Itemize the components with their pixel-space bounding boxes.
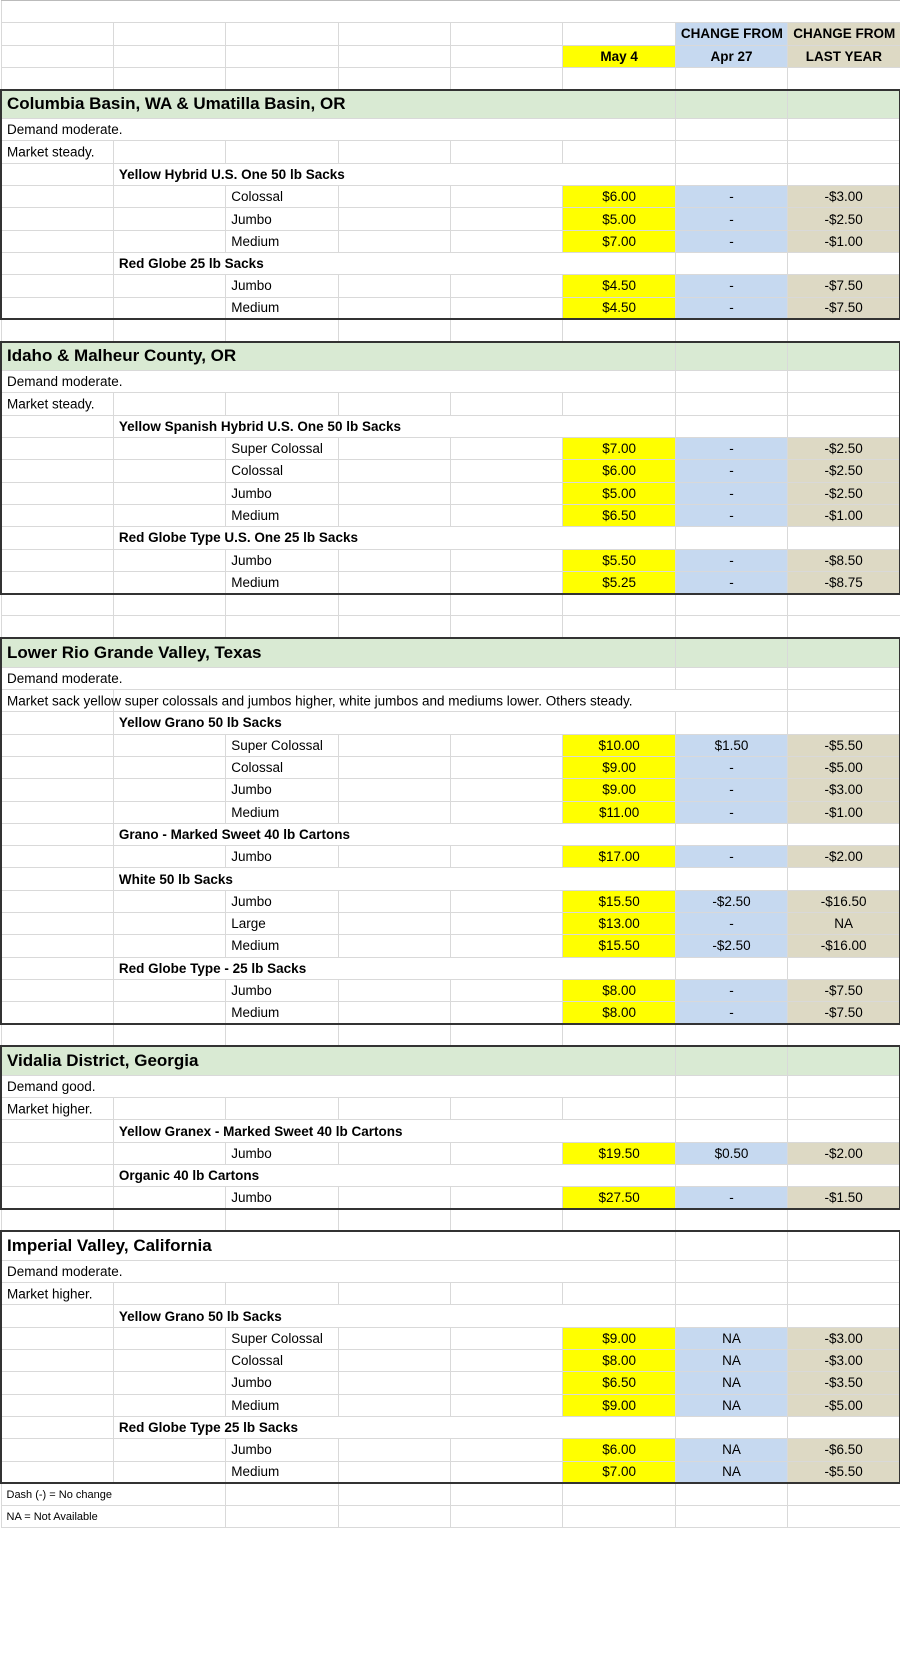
week-change-value: -: [675, 912, 787, 934]
market-text: Market steady.: [7, 144, 95, 160]
size-label: Jumbo: [226, 890, 338, 912]
week-change-value: -: [675, 549, 787, 571]
price-row: [1, 779, 900, 801]
product-group-row: [1, 415, 900, 437]
demand-text: Demand moderate.: [1, 667, 675, 689]
product-group-title: Red Globe Type 25 lb Sacks: [113, 1416, 675, 1438]
price-value: $7.00: [563, 1461, 675, 1483]
week-change-value: -: [675, 460, 787, 482]
size-label: Jumbo: [226, 846, 338, 868]
year-change-value: -$1.00: [788, 504, 900, 526]
size-label: Medium: [226, 1002, 338, 1024]
week-change-value: -: [675, 846, 787, 868]
market-text-cell: [1, 690, 633, 712]
week-change-value: NA: [675, 1439, 787, 1461]
year-change-value: -$3.50: [788, 1372, 900, 1394]
year-change-value: -$6.50: [788, 1439, 900, 1461]
size-label: Jumbo: [226, 549, 338, 571]
price-date-header: May 4: [563, 45, 675, 67]
size-label: Medium: [226, 504, 338, 526]
product-group-row: [1, 1416, 900, 1438]
price-value: $13.00: [563, 912, 675, 934]
year-change-value: -$2.50: [788, 482, 900, 504]
market-text: Market sack yellow super colossals and jumbos higher, white jumbos and mediums lower. Others steady.: [7, 693, 633, 709]
week-change-value: $1.50: [675, 734, 787, 756]
price-value: $19.50: [563, 1142, 675, 1164]
region-header: [1, 90, 900, 119]
size-label: Medium: [226, 571, 338, 593]
size-label: Medium: [226, 1461, 338, 1483]
product-group-title: Red Globe Type U.S. One 25 lb Sacks: [113, 527, 675, 549]
year-change-value: -$2.00: [788, 846, 900, 868]
price-row: [1, 504, 900, 526]
week-change-value: -$2.50: [675, 890, 787, 912]
price-row: [1, 208, 900, 230]
blank-row: [1, 594, 900, 616]
market-row: [1, 690, 900, 712]
price-row: [1, 297, 900, 319]
price-row: [1, 1350, 900, 1372]
price-value: $9.00: [563, 1394, 675, 1416]
size-label: Medium: [226, 935, 338, 957]
size-label: Super Colossal: [226, 438, 338, 460]
week-change-value: NA: [675, 1350, 787, 1372]
demand-row: [1, 119, 900, 141]
product-group-title: White 50 lb Sacks: [113, 868, 675, 890]
product-group-row: [1, 527, 900, 549]
size-label: Jumbo: [226, 1439, 338, 1461]
price-value: $8.00: [563, 1350, 675, 1372]
year-change-value: -$7.50: [788, 979, 900, 1001]
market-text: Market steady.: [7, 396, 95, 412]
product-group-row: [1, 252, 900, 274]
product-group-row: [1, 1164, 900, 1186]
price-value: $27.50: [563, 1187, 675, 1209]
week-change-value: -: [675, 779, 787, 801]
demand-text: Demand good.: [1, 1075, 675, 1097]
price-row: [1, 1372, 900, 1394]
year-change-value: -$1.50: [788, 1187, 900, 1209]
size-label: Medium: [226, 1394, 338, 1416]
blank-row: [1, 616, 900, 638]
product-group-title: Yellow Spanish Hybrid U.S. One 50 lb Sacks: [113, 415, 675, 437]
product-group-row: [1, 163, 900, 185]
week-change-value: -: [675, 571, 787, 593]
blank-row: [1, 1, 900, 23]
price-row: [1, 912, 900, 934]
price-row: [1, 438, 900, 460]
price-value: $4.50: [563, 275, 675, 297]
price-row: [1, 846, 900, 868]
market-text-cell: [1, 1098, 113, 1120]
week-change-value: -: [675, 801, 787, 823]
price-row: [1, 230, 900, 252]
year-change-value: -$1.00: [788, 801, 900, 823]
week-change-value: -: [675, 186, 787, 208]
price-value: $8.00: [563, 979, 675, 1001]
week-change-value: -: [675, 297, 787, 319]
year-change-value: -$2.50: [788, 460, 900, 482]
week-change-value: -: [675, 979, 787, 1001]
size-label: Jumbo: [226, 482, 338, 504]
size-label: Jumbo: [226, 208, 338, 230]
market-text: Market higher.: [7, 1286, 93, 1302]
year-change-value: -$1.00: [788, 230, 900, 252]
price-value: $6.00: [563, 1439, 675, 1461]
year-change-value: -$2.50: [788, 208, 900, 230]
year-change-value: -$5.00: [788, 1394, 900, 1416]
price-value: $5.00: [563, 208, 675, 230]
price-row: [1, 1327, 900, 1349]
year-change-value: -$16.00: [788, 935, 900, 957]
year-change-value: -$7.50: [788, 275, 900, 297]
year-change-value: -$5.50: [788, 1461, 900, 1483]
product-group-row: [1, 823, 900, 845]
price-row: [1, 1002, 900, 1024]
price-value: $5.50: [563, 549, 675, 571]
market-row: [1, 141, 900, 163]
year-change-value: -$16.50: [788, 890, 900, 912]
demand-row: [1, 371, 900, 393]
product-group-title: Yellow Hybrid U.S. One 50 lb Sacks: [113, 163, 675, 185]
price-row: [1, 1461, 900, 1483]
year-change-value: -$2.50: [788, 438, 900, 460]
week-change-value: -: [675, 504, 787, 526]
market-row: [1, 1098, 900, 1120]
blank-row: [1, 1024, 900, 1046]
market-text-cell: [1, 1283, 113, 1305]
demand-text: Demand moderate.: [1, 371, 675, 393]
market-row: [1, 393, 900, 415]
year-change-value: -$7.50: [788, 297, 900, 319]
size-label: Medium: [226, 297, 338, 319]
blank-row: [1, 67, 900, 89]
year-change-value: -$3.00: [788, 779, 900, 801]
demand-row: [1, 1075, 900, 1097]
price-value: $6.50: [563, 1372, 675, 1394]
price-value: $7.00: [563, 230, 675, 252]
region-name: Columbia Basin, WA & Umatilla Basin, OR: [1, 90, 675, 119]
blank-row: [1, 1209, 900, 1231]
price-value: $10.00: [563, 734, 675, 756]
price-value: $5.00: [563, 482, 675, 504]
market-text-cell: [1, 141, 113, 163]
price-row: [1, 979, 900, 1001]
size-label: Medium: [226, 801, 338, 823]
week-change-header-line1: CHANGE FROM: [675, 23, 787, 45]
demand-text: Demand moderate.: [1, 1260, 675, 1282]
region-name: Vidalia District, Georgia: [1, 1046, 675, 1075]
week-change-header-line2: Apr 27: [675, 45, 787, 67]
size-label: Jumbo: [226, 275, 338, 297]
market-text-cell: [1, 393, 113, 415]
price-row: [1, 935, 900, 957]
week-change-value: -: [675, 756, 787, 778]
price-value: $7.00: [563, 438, 675, 460]
market-row: [1, 1283, 900, 1305]
product-group-title: Yellow Grano 50 lb Sacks: [113, 1305, 675, 1327]
year-change-value: -$7.50: [788, 1002, 900, 1024]
price-row: [1, 186, 900, 208]
size-label: Jumbo: [226, 1372, 338, 1394]
size-label: Super Colossal: [226, 1327, 338, 1349]
price-value: $17.00: [563, 846, 675, 868]
price-value: $15.50: [563, 890, 675, 912]
year-change-header-line1: CHANGE FROM: [788, 23, 900, 45]
price-value: $9.00: [563, 1327, 675, 1349]
price-row: [1, 482, 900, 504]
size-label: Large: [226, 912, 338, 934]
week-change-value: NA: [675, 1327, 787, 1349]
region-name: Idaho & Malheur County, OR: [1, 342, 675, 371]
region-header: [1, 342, 900, 371]
product-group-row: [1, 868, 900, 890]
price-row: [1, 801, 900, 823]
price-row: [1, 275, 900, 297]
region-name: Imperial Valley, California: [1, 1231, 675, 1260]
week-change-value: NA: [675, 1461, 787, 1483]
year-change-value: -$5.00: [788, 756, 900, 778]
price-row: [1, 734, 900, 756]
year-change-value: NA: [788, 912, 900, 934]
legend-dash: Dash (-) = No change: [1, 1483, 226, 1505]
price-value: $4.50: [563, 297, 675, 319]
year-change-value: -$3.00: [788, 1350, 900, 1372]
price-value: $5.25: [563, 571, 675, 593]
region-name: Lower Rio Grande Valley, Texas: [1, 638, 675, 667]
week-change-value: -: [675, 275, 787, 297]
price-value: $15.50: [563, 935, 675, 957]
product-group-title: Red Globe 25 lb Sacks: [113, 252, 675, 274]
product-group-title: Organic 40 lb Cartons: [113, 1164, 675, 1186]
blank-row: [1, 319, 900, 341]
product-group-row: [1, 712, 900, 734]
legend-na: NA = Not Available: [1, 1506, 226, 1528]
year-change-value: -$5.50: [788, 734, 900, 756]
product-group-row: [1, 1305, 900, 1327]
week-change-value: -: [675, 1002, 787, 1024]
price-row: [1, 549, 900, 571]
year-change-value: -$8.75: [788, 571, 900, 593]
week-change-value: -: [675, 482, 787, 504]
week-change-value: NA: [675, 1372, 787, 1394]
product-group-title: Grano - Marked Sweet 40 lb Cartons: [113, 823, 675, 845]
demand-row: [1, 1260, 900, 1282]
size-label: Medium: [226, 230, 338, 252]
size-label: Jumbo: [226, 979, 338, 1001]
legend-row: [1, 1483, 900, 1505]
header-row-1: [1, 23, 900, 45]
price-row: [1, 756, 900, 778]
product-group-title: Red Globe Type - 25 lb Sacks: [113, 957, 675, 979]
price-row: [1, 460, 900, 482]
year-change-value: -$3.00: [788, 1327, 900, 1349]
size-label: Colossal: [226, 1350, 338, 1372]
price-value: $9.00: [563, 756, 675, 778]
price-row: [1, 1187, 900, 1209]
size-label: Super Colossal: [226, 734, 338, 756]
product-group-row: [1, 957, 900, 979]
price-value: $6.50: [563, 504, 675, 526]
price-row: [1, 571, 900, 593]
price-row: [1, 890, 900, 912]
year-change-value: -$2.00: [788, 1142, 900, 1164]
year-change-value: -$8.50: [788, 549, 900, 571]
product-group-title: Yellow Grano 50 lb Sacks: [113, 712, 675, 734]
price-value: $6.00: [563, 186, 675, 208]
demand-text: Demand moderate.: [1, 119, 675, 141]
week-change-value: -: [675, 230, 787, 252]
product-group-title: Yellow Granex - Marked Sweet 40 lb Cartons: [113, 1120, 675, 1142]
price-row: [1, 1439, 900, 1461]
region-header: [1, 1231, 900, 1260]
price-value: $8.00: [563, 1002, 675, 1024]
week-change-value: -: [675, 208, 787, 230]
week-change-value: NA: [675, 1394, 787, 1416]
week-change-value: -$2.50: [675, 935, 787, 957]
year-change-value: -$3.00: [788, 186, 900, 208]
size-label: Colossal: [226, 460, 338, 482]
week-change-value: -: [675, 438, 787, 460]
market-text: Market higher.: [7, 1101, 93, 1117]
price-value: $9.00: [563, 779, 675, 801]
legend-row: [1, 1506, 900, 1528]
price-value: $11.00: [563, 801, 675, 823]
price-row: [1, 1394, 900, 1416]
header-row-2: [1, 45, 900, 67]
week-change-value: $0.50: [675, 1142, 787, 1164]
price-row: [1, 1142, 900, 1164]
size-label: Colossal: [226, 756, 338, 778]
size-label: Jumbo: [226, 779, 338, 801]
year-change-header-line2: LAST YEAR: [788, 45, 900, 67]
product-group-row: [1, 1120, 900, 1142]
size-label: Colossal: [226, 186, 338, 208]
demand-row: [1, 667, 900, 689]
region-header: [1, 1046, 900, 1075]
size-label: Jumbo: [226, 1187, 338, 1209]
week-change-value: -: [675, 1187, 787, 1209]
price-value: $6.00: [563, 460, 675, 482]
size-label: Jumbo: [226, 1142, 338, 1164]
region-header: [1, 638, 900, 667]
